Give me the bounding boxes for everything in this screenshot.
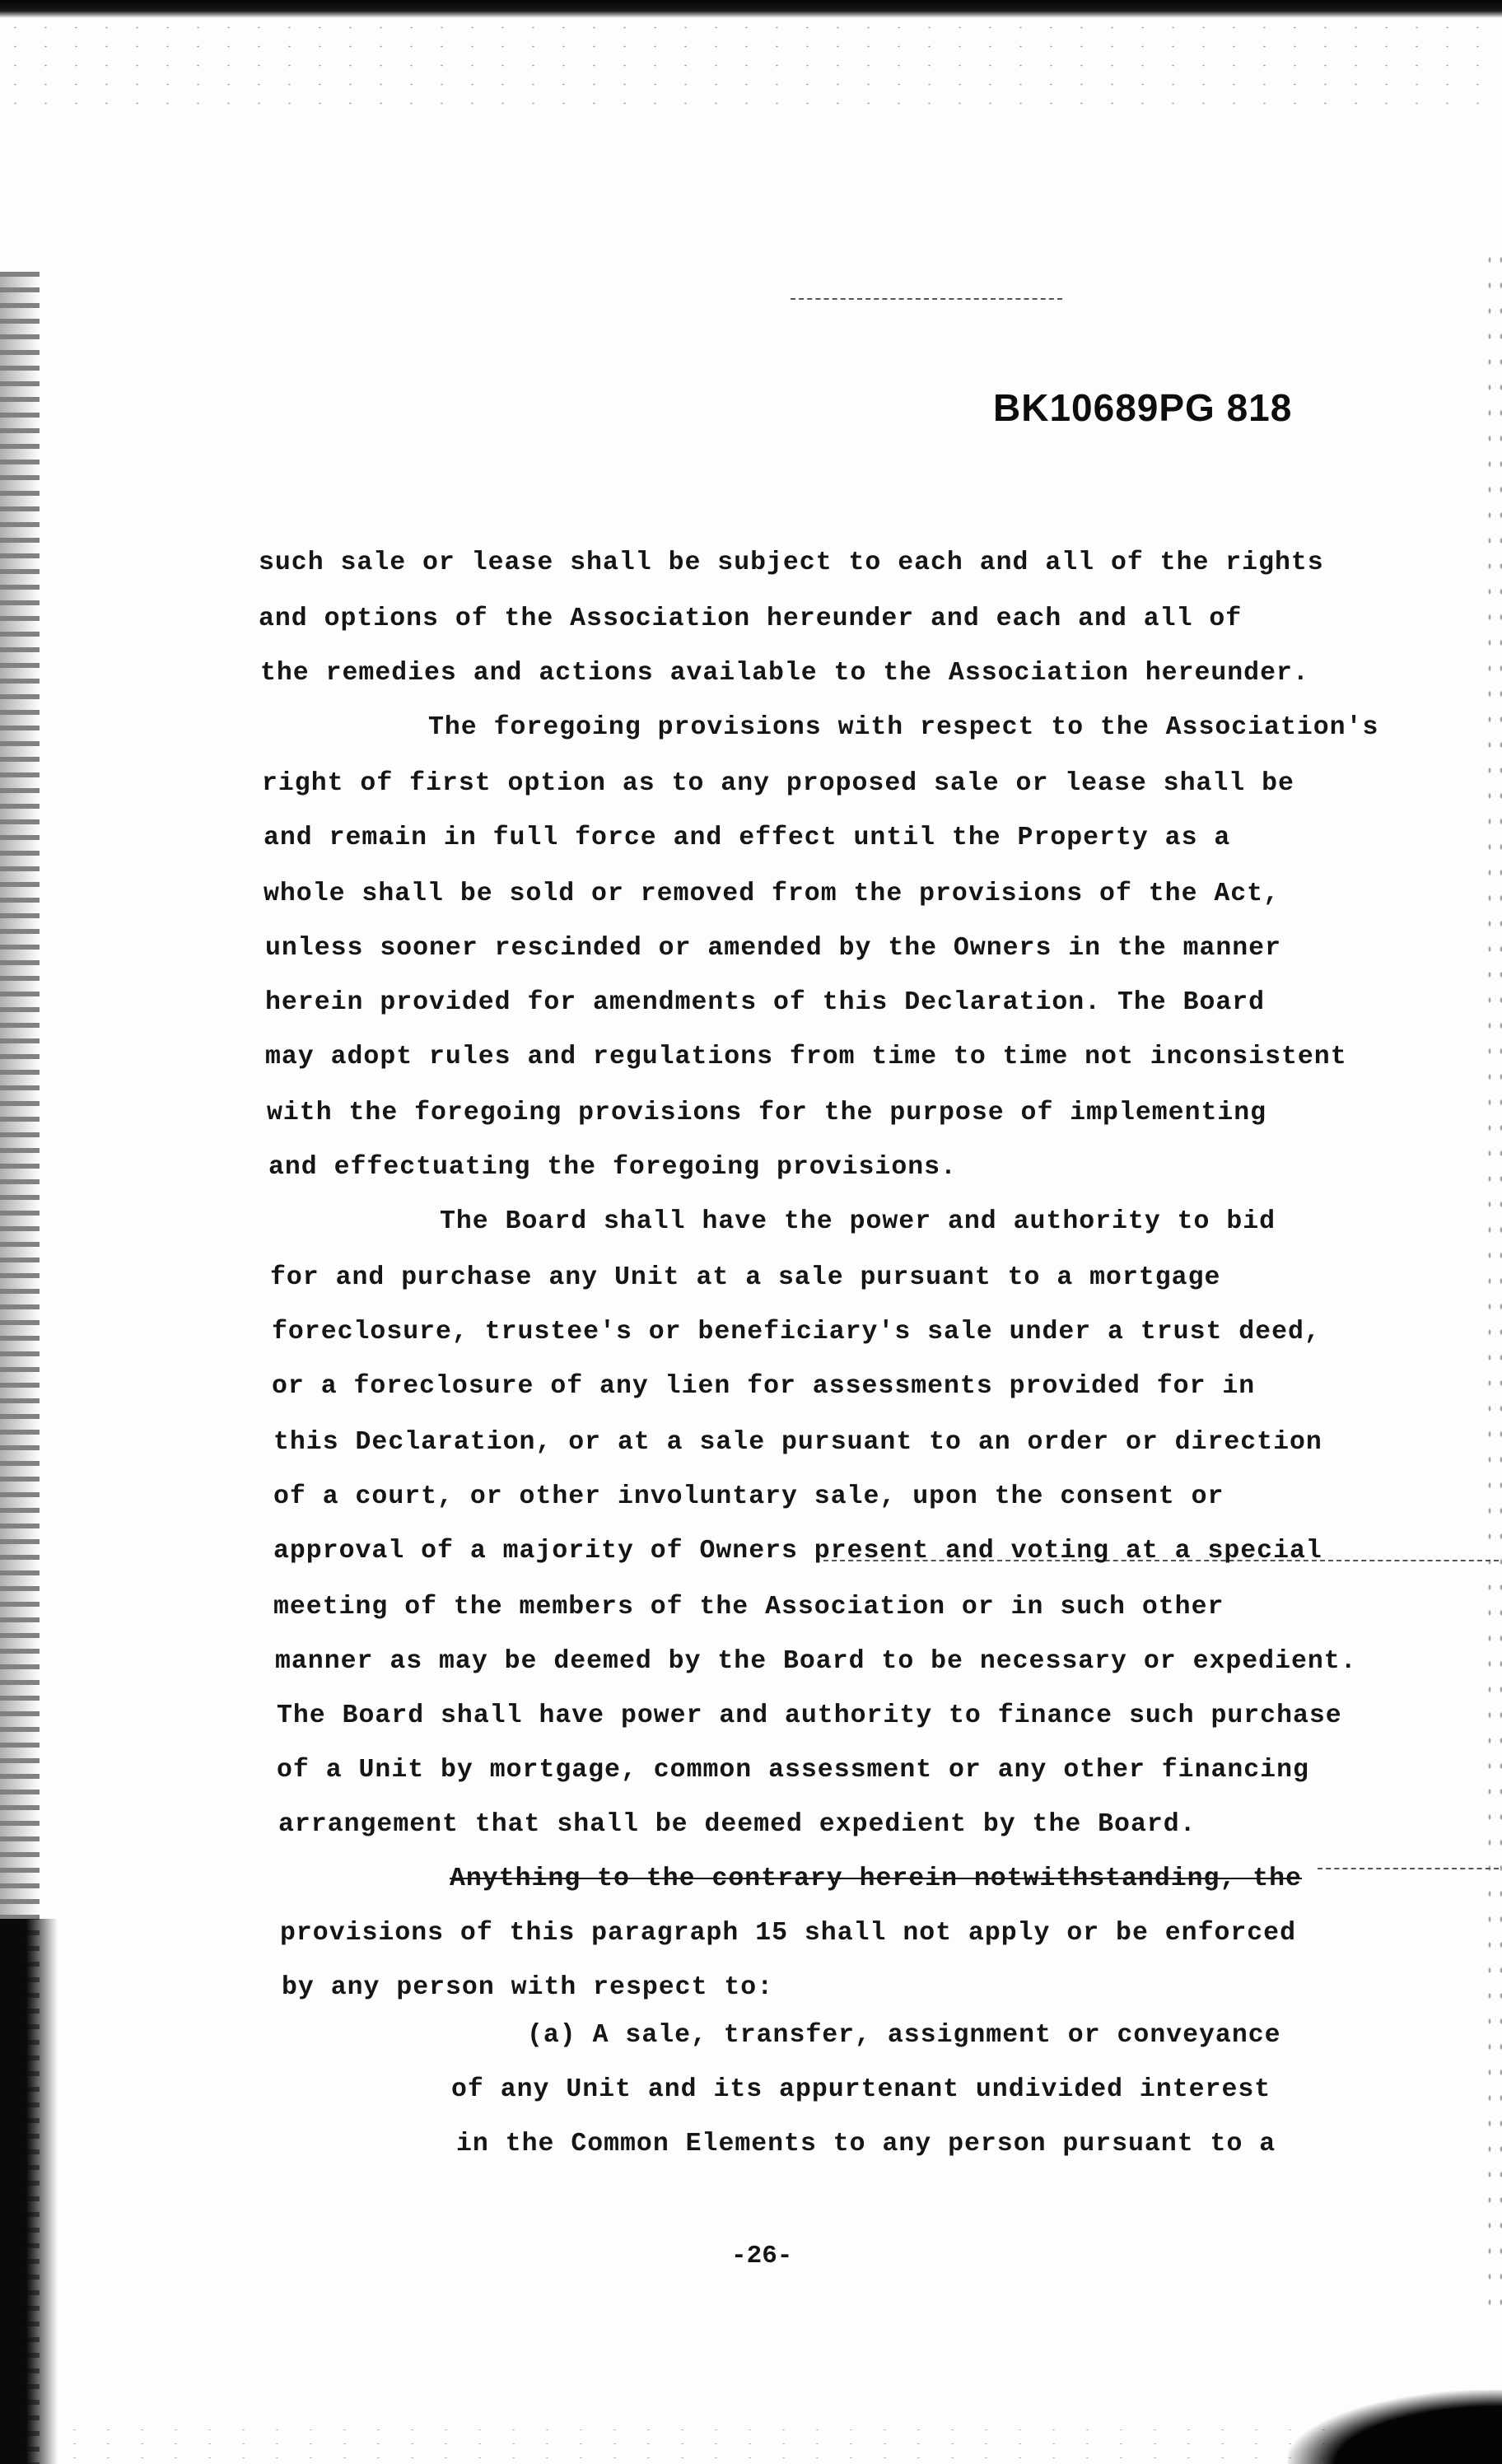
text-line: this Declaration, or at a sale pursuant to an order or direction (273, 1428, 1322, 1457)
text-line: right of first option as to any proposed sale or lease shall be (262, 769, 1294, 798)
scan-right-edge (1484, 247, 1502, 2306)
scan-rule (791, 298, 1062, 300)
text-line: whole shall be sold or removed from the provisions of the Act, (264, 880, 1280, 908)
text-line: and remain in full force and effect until the Property as a (264, 824, 1231, 852)
page-number: -26- (731, 2242, 793, 2270)
scan-top-border (0, 0, 1502, 18)
text-line: The Board shall have the power and authority to bid (440, 1207, 1276, 1236)
text-line: herein provided for amendments of this Declaration. The Board (265, 988, 1266, 1017)
scan-noise-bottom (58, 2423, 1502, 2464)
text-line: may adopt rules and regulations from time to time not inconsistent (265, 1043, 1347, 1071)
text-line: meeting of the members of the Association or in such other (273, 1593, 1224, 1622)
text-line: unless sooner rescinded or amended by the Owners in the manner (265, 934, 1281, 963)
book-page-stamp: BK10689PG 818 (993, 386, 1293, 429)
text-line: and effectuating the foregoing provisions. (268, 1153, 957, 1182)
text-line: in the Common Elements to any person pursuant to a (456, 2130, 1276, 2158)
text-line: of a court, or other involuntary sale, upon the consent or (273, 1482, 1224, 1511)
text-line: such sale or lease shall be subject to each and all of the rights (259, 548, 1324, 577)
text-line: by any person with respect to: (282, 1973, 774, 2002)
list-item-text: (a) A sale, transfer, assignment or conveyance (527, 2021, 1281, 2050)
text-line: with the foregoing provisions for the purpose of implementing (267, 1099, 1267, 1127)
struck-text-line: Anything to the contrary herein notwithstanding, the (450, 1864, 1302, 1893)
text-line: of any Unit and its appurtenant undivided interest (451, 2075, 1271, 2104)
text-line: provisions of this paragraph 15 shall not apply or be enforced (280, 1919, 1296, 1948)
text-line: approval of a majority of Owners present and voting at a special (273, 1537, 1322, 1566)
scan-noise-top (0, 18, 1502, 109)
text-line: the remedies and actions available to the Association hereunder. (260, 659, 1309, 688)
text-line: for and purchase any Unit at a sale pursuant to a mortgage (270, 1263, 1221, 1292)
scan-left-edge-dark (0, 1919, 58, 2464)
text-line: The foregoing provisions with respect to the Association's (428, 713, 1379, 742)
scan-bottom-corner (1288, 2390, 1502, 2464)
text-line: or a foreclosure of any lien for assessments provided for in (272, 1372, 1256, 1401)
scan-rule (1318, 1868, 1499, 1869)
text-line: manner as may be deemed by the Board to be necessary or expedient. (275, 1647, 1357, 1676)
text-line: and options of the Association hereunder and each and all of (259, 604, 1243, 633)
text-line: The Board shall have power and authority to finance such purchase (277, 1701, 1342, 1730)
text-line: foreclosure, trustee's or beneficiary's sale under a trust deed, (272, 1318, 1321, 1346)
text-line: arrangement that shall be deemed expedient by the Board. (278, 1810, 1196, 1839)
text-line: of a Unit by mortgage, common assessment or any other financing (277, 1756, 1309, 1785)
